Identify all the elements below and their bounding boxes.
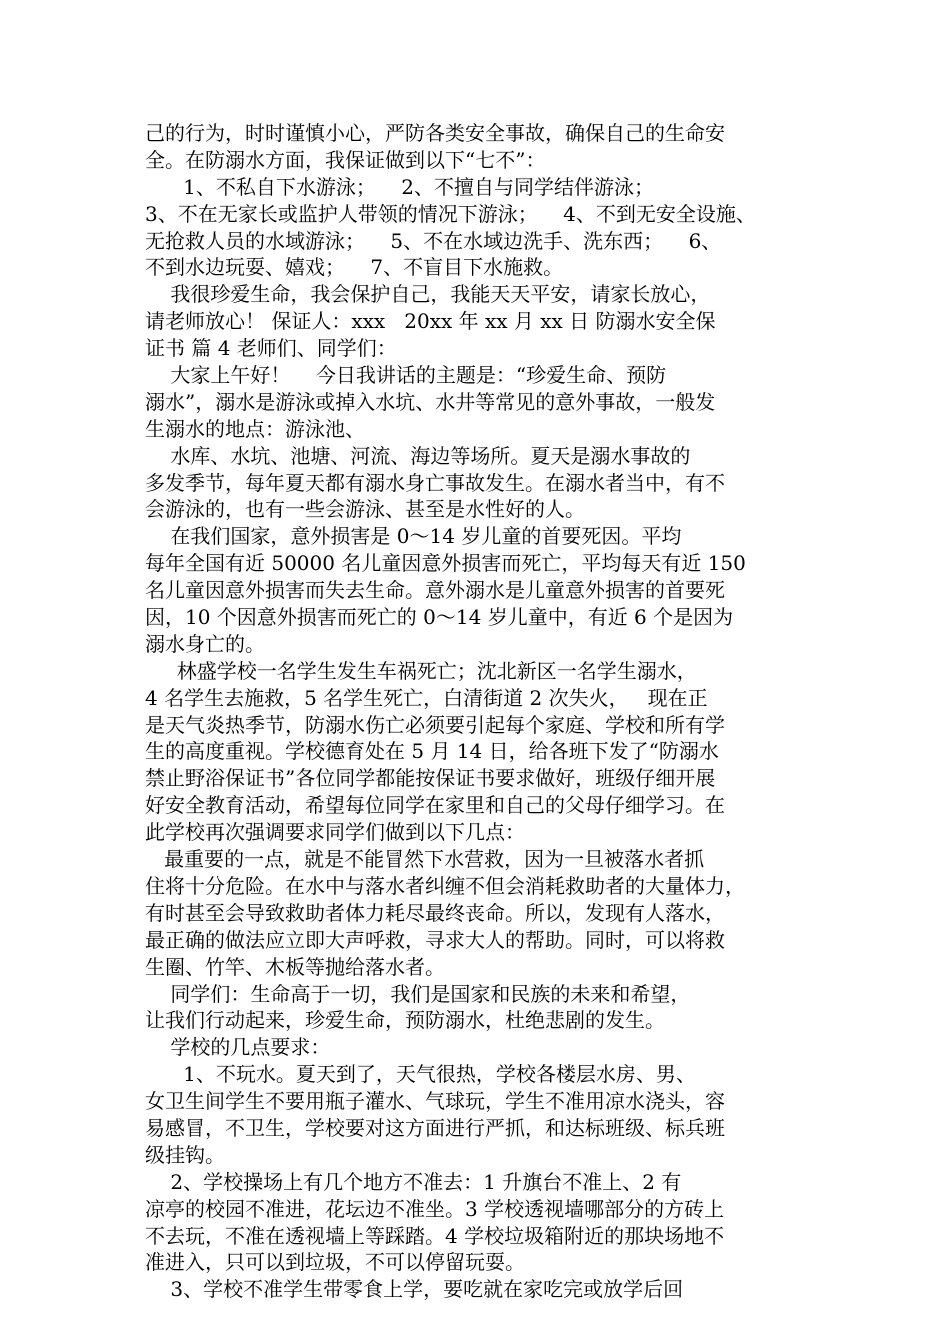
document-body (145, 120, 815, 1303)
text-line: 易感冒，不卫生，学校要对这方面进行严抓，和达标班级、标兵班 (145, 1115, 725, 1140)
text-line: 名儿童因意外损害而失去生命。意外溺水是儿童意外损害的首要死 (145, 578, 725, 603)
text-line: 3、不在无家长或监护人带领的情况下游泳； 4、不到无安全设施、 (145, 201, 756, 226)
text-line: 是天气炎热季节，防溺水伤亡必须要引起每个家庭、学校和所有学 (145, 712, 725, 737)
text-line: 住将十分危险。在水中与落水者纠缠不但会消耗救助者的大量体力， (145, 873, 745, 898)
text-line: 每年全国有近 50000 名儿童因意外损害而死亡，平均每天有近 150 (145, 551, 746, 576)
text-line: 同学们：生命高于一切，我们是国家和民族的未来和希望， (145, 981, 691, 1006)
text-line: 请老师放心！ 保证人：xxx 20xx 年 xx 月 xx 日 防溺水安全保 (145, 309, 716, 334)
text-line: 因，10 个因意外损害而死亡的 0～14 岁儿童中，有近 6 个是因为 (145, 605, 734, 630)
text-line: 有时甚至会导致救助者体力耗尽最终丧命。所以，发现有人落水， (145, 900, 725, 925)
text-line: 让我们行动起来，珍爱生命，预防溺水，杜绝悲剧的发生。 (145, 1008, 665, 1033)
text-line: 生的高度重视。学校德育处在 5 月 14 日，给各班下发了“防溺水 (145, 739, 719, 764)
text-line: 全。在防溺水方面，我保证做到以下“七不”： (145, 147, 546, 172)
text-line: 溺水”，溺水是游泳或掉入水坑、水井等常见的意外事故，一般发 (145, 389, 716, 414)
text-line: 3、学校不准学生带零食上学，要吃就在家吃完或放学后回 (145, 1277, 684, 1302)
text-line: 准进入，只可以到垃圾，不可以停留玩耍。 (145, 1250, 525, 1275)
text-line: 林盛学校一名学生发生车祸死亡；沈北新区一名学生溺水， (145, 658, 697, 683)
text-line: 会游泳的，也有一些会游泳、甚至是水性好的人。 (145, 497, 585, 522)
text-line: 不去玩，不准在透视墙上等踩踏。4 学校垃圾箱附近的那块场地不 (145, 1223, 725, 1248)
text-line: 4 名学生去施救，5 名学生死亡，白清街道 2 次失火， 现在正 (145, 685, 708, 710)
text-line: 大家上午好！ 今日我讲话的主题是：“珍爱生命、预防 (145, 363, 667, 388)
text-line: 禁止野浴保证书”各位同学都能按保证书要求做好，班级仔细开展 (145, 766, 716, 791)
text-line: 溺水身亡的。 (145, 631, 265, 656)
text-line: 学校的几点要求： (145, 1035, 331, 1060)
text-line: 1、不玩水。夏天到了，天气很热，学校各楼层水房、男、 (145, 1062, 696, 1087)
text-line: 1、不私自下水游泳； 2、不擅自与同学结伴游泳； (145, 174, 655, 199)
text-line: 己的行为，时时谨慎小心，严防各类安全事故，确保自己的生命安 (145, 121, 725, 145)
text-line: 2、学校操场上有几个地方不准去：1 升旗台不准上、2 有 (145, 1169, 682, 1194)
text-line: 女卫生间学生不要用瓶子灌水、气球玩，学生不准用凉水浇头，容 (145, 1089, 725, 1114)
text-line: 在我们国家，意外损害是 0～14 岁儿童的首要死因。平均 (145, 524, 682, 549)
text-line: 证书 篇 4 老师们、同学们： (145, 336, 397, 361)
text-line: 此学校再次强调要求同学们做到以下几点： (145, 820, 525, 845)
text-line: 最重要的一点，就是不能冒然下水营救，因为一旦被落水者抓 (145, 847, 705, 872)
text-line: 生溺水的地点：游泳池、 (145, 416, 365, 441)
text-line: 最正确的做法应立即大声呼救，寻求大人的帮助。同时，可以将救 (145, 927, 725, 952)
text-line: 级挂钩。 (145, 1142, 225, 1167)
text-line: 多发季节，每年夏天都有溺水身亡事故发生。在溺水者当中，有不 (145, 470, 725, 495)
text-line: 生圈、竹竿、木板等抛给落水者。 (145, 954, 445, 979)
text-line: 好安全教育活动，希望每位同学在家里和自己的父母仔细学习。在 (145, 793, 725, 818)
text-line: 我很珍爱生命，我会保护自己，我能天天平安，请家长放心， (145, 282, 711, 307)
text-line: 凉亭的校园不准进，花坛边不准坐。3 学校透视墙哪部分的方砖上 (145, 1196, 725, 1221)
text-line: 水库、水坑、池塘、河流、海边等场所。夏天是溺水事故的 (145, 443, 691, 468)
text-line: 无抢救人员的水域游泳； 5、不在水域边洗手、洗东西； 6、 (145, 228, 722, 253)
text-line: 不到水边玩耍、嬉戏； 7、不盲目下水施救。 (145, 255, 564, 280)
